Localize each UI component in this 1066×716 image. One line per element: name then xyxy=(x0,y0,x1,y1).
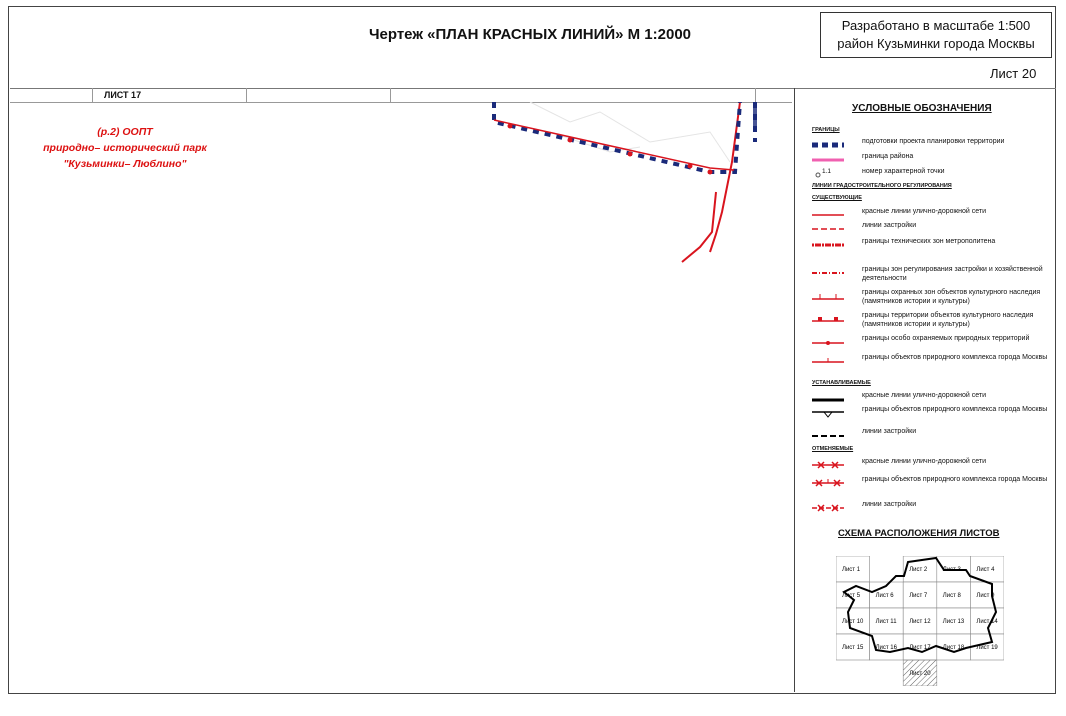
legend-symbol xyxy=(810,460,846,470)
scheme-sheet-label: Лист 12 xyxy=(909,619,931,625)
scheme-sheet-label: Лист 13 xyxy=(942,619,965,625)
title-block xyxy=(820,12,1052,58)
legend-item: границы охранных зон объектов культурного наследия (памятников истории и культуры) xyxy=(800,289,1052,301)
legend-symbol xyxy=(810,430,846,440)
scheme-sheet-label: Лист 16 xyxy=(875,645,897,651)
scheme-sheet-cell xyxy=(836,556,870,582)
scheme-sheet-cell xyxy=(937,582,971,608)
legend-item: красные линии улично-дорожной сети xyxy=(800,208,1052,220)
legend-symbol xyxy=(810,140,846,150)
scheme-sheet-label: Лист 9 xyxy=(976,593,995,599)
scheme-sheet-label: Лист 18 xyxy=(942,645,965,651)
red-line-boundary xyxy=(494,120,734,170)
legend-item: линии застройки xyxy=(800,501,1052,513)
scheme-sheet-label: Лист 8 xyxy=(942,593,961,599)
legend-symbol xyxy=(810,314,846,324)
scheme-sheet-cell xyxy=(937,608,971,634)
legend-item: границы особо охраняемых природных территорий xyxy=(800,335,1052,347)
legend-symbol xyxy=(810,408,846,418)
scheme-sheet-cell xyxy=(836,634,870,660)
legend-symbol xyxy=(810,224,846,234)
scheme-sheet-cell xyxy=(970,582,1004,608)
map-canvas xyxy=(10,102,794,692)
scheme-sheet-label: Лист 17 xyxy=(909,645,931,651)
red-line-road xyxy=(710,102,740,252)
legend-symbol xyxy=(810,155,846,165)
district-note: район Кузьминки города Москвы xyxy=(837,36,1035,51)
adjacent-sheet-label: ЛИСТ 17 xyxy=(104,90,142,100)
legend-symbol xyxy=(810,478,846,488)
legend-item: красные линии улично-дорожной сети xyxy=(800,458,1052,470)
legend-title: УСЛОВНЫЕ ОБОЗНАЧЕНИЯ xyxy=(852,103,992,114)
legend-item: линии застройки xyxy=(800,428,1052,440)
legend-item: граница района xyxy=(800,153,1052,165)
scheme-sheet-label: Лист 20 xyxy=(909,671,931,677)
legend-section-established: УСТАНАВЛИВАЕМЫЕ xyxy=(812,380,871,386)
scheme-sheet-label: Лист 3 xyxy=(942,567,961,573)
legend-section-existing: СУЩЕСТВУЮЩИЕ xyxy=(812,195,862,201)
scheme-sheet-label: Лист 6 xyxy=(875,593,894,599)
legend-symbol xyxy=(810,394,846,404)
scheme-sheet-label: Лист 14 xyxy=(976,619,998,625)
legend-section-cancelled: ОТМЕНЯЕМЫЕ xyxy=(812,446,854,452)
scheme-sheet-cell xyxy=(903,582,937,608)
legend-symbol xyxy=(810,503,846,513)
legend-item: границы объектов природного комплекса города Москвы xyxy=(800,406,1052,418)
legend-symbol xyxy=(810,337,846,347)
legend-symbol xyxy=(810,356,846,366)
scheme-sheet-cell xyxy=(903,660,937,686)
scheme-sheet-label: Лист 11 xyxy=(875,619,897,625)
scheme-sheet-cell xyxy=(970,608,1004,634)
scheme-sheet-cell xyxy=(870,608,904,634)
scheme-sheet-label: Лист 10 xyxy=(842,619,864,625)
boundary-marker xyxy=(492,102,496,106)
scheme-title: СХЕМА РАСПОЛОЖЕНИЯ ЛИСТОВ xyxy=(838,528,1000,539)
legend-item: красные линии улично-дорожной сети xyxy=(800,392,1052,404)
point-label: 1.1 xyxy=(822,168,832,175)
scheme-sheet-label: Лист 1 xyxy=(842,567,861,573)
scheme-sheet-cell xyxy=(903,608,937,634)
legend-symbol xyxy=(810,268,846,278)
legend-item: границы объектов природного комплекса города Москвы xyxy=(800,476,1052,488)
legend-section-borders: ГРАНИЦЫ xyxy=(812,127,840,133)
scale-note: Разработано в масштабе 1:500 xyxy=(841,18,1031,33)
sheet-layout-scheme xyxy=(836,556,1004,686)
legend-item: 1.1 номер характерной точки xyxy=(800,168,1052,180)
scheme-sheet-label: Лист 15 xyxy=(842,645,864,651)
park-annotation xyxy=(40,124,210,172)
drawing-title: Чертеж «ПЛАН КРАСНЫХ ЛИНИЙ» М 1:2000 xyxy=(368,26,692,43)
legend-section-regulation: ЛИНИИ ГРАДОСТРОИТЕЛЬНОГО РЕГУЛИРОВАНИЯ xyxy=(812,183,952,189)
legend-item: границы технических зон метрополитена xyxy=(800,238,1052,250)
scheme-sheet-label: Лист 2 xyxy=(909,567,928,573)
park-code: (р.2) ООПТ xyxy=(97,126,153,138)
legend-item: границы территории объектов культурного наследия (памятников истории и культуры) xyxy=(800,312,1052,324)
sheet-number: Лист 20 xyxy=(990,66,1037,81)
park-type: природно– исторический парк xyxy=(43,142,207,154)
legend-symbol xyxy=(810,240,846,250)
scheme-sheet-label: Лист 5 xyxy=(842,593,861,599)
scheme-sheet-cell xyxy=(970,634,1004,660)
legend-symbol xyxy=(810,291,846,301)
legend-divider xyxy=(794,88,795,692)
legend-item: линии застройки xyxy=(800,222,1052,234)
legend-item: подготовки проекта планировки территории xyxy=(800,138,1052,150)
planning-boundary xyxy=(494,102,740,172)
legend-item: границы зон регулирования застройки и хозяйственной деятельности xyxy=(800,266,1052,278)
legend-item: границы объектов природного комплекса города Москвы xyxy=(800,354,1052,366)
park-name: "Кузьминки– Люблино" xyxy=(63,158,187,170)
scheme-sheet-cell xyxy=(836,608,870,634)
scheme-sheet-label: Лист 4 xyxy=(976,567,995,573)
scheme-sheet-label: Лист 7 xyxy=(909,593,928,599)
legend-symbol xyxy=(810,210,846,220)
scheme-sheet-label: Лист 19 xyxy=(976,645,998,651)
